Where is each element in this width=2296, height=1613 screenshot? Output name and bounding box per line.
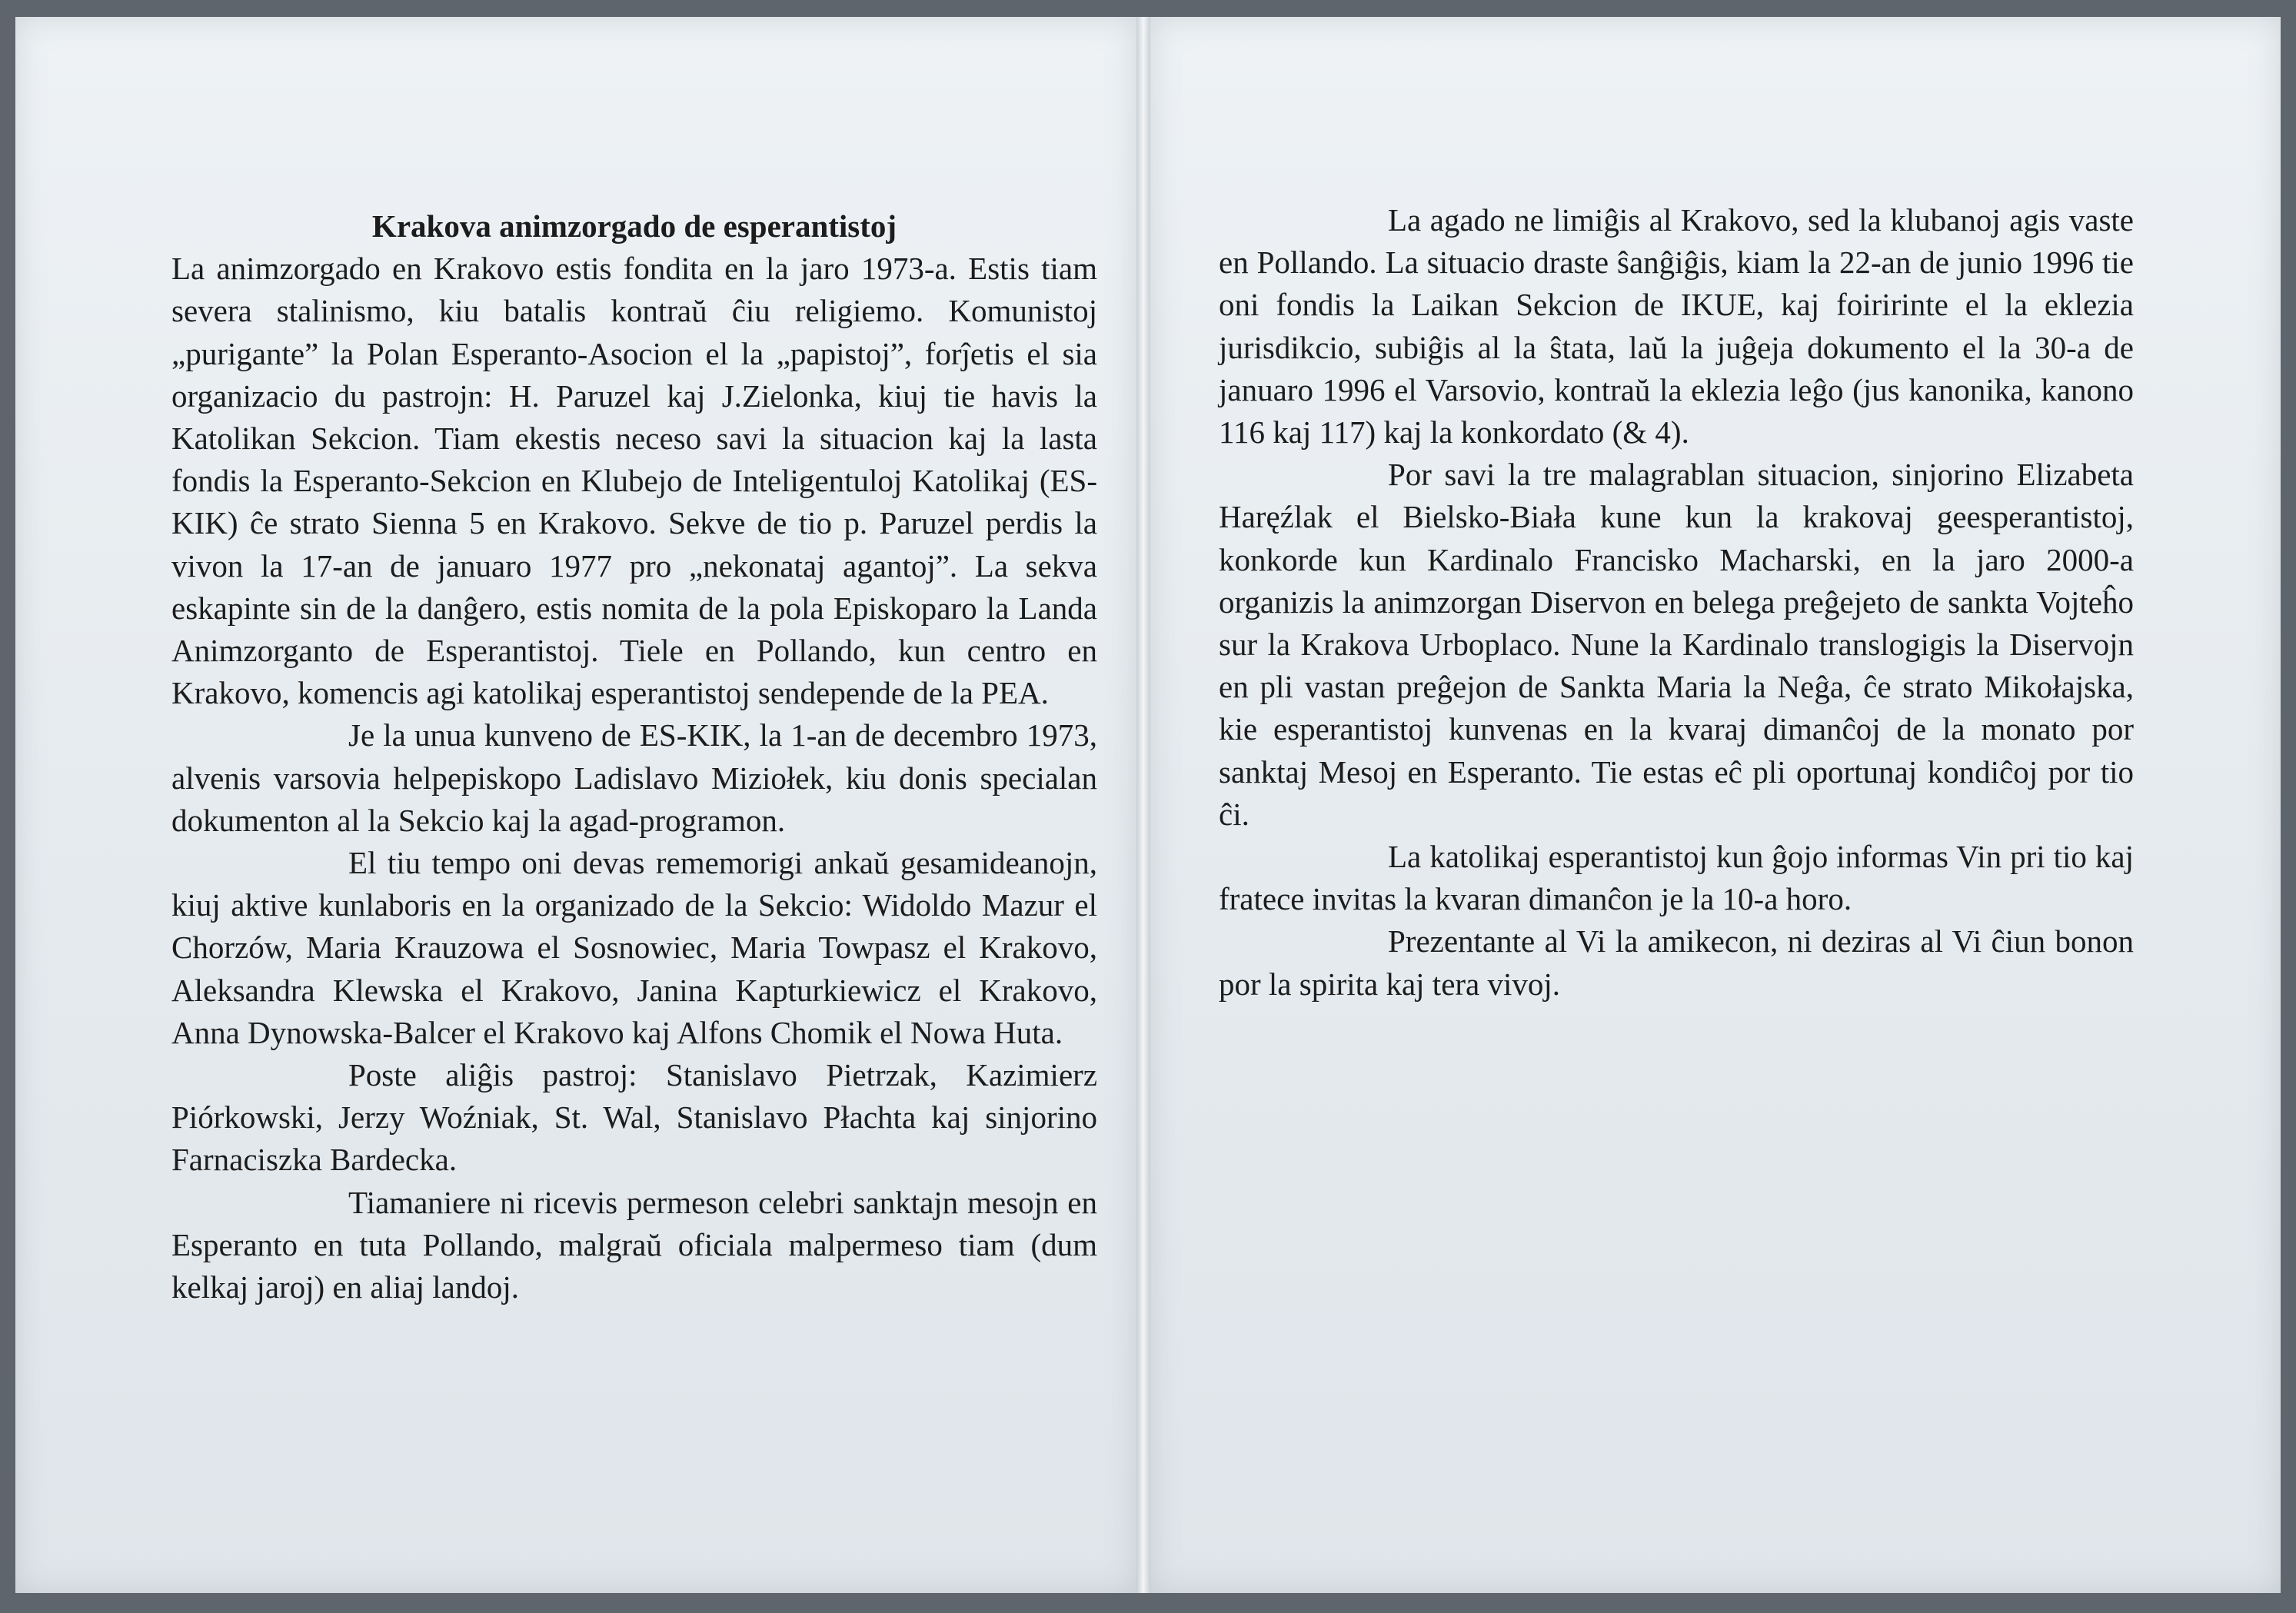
paragraph-5: Tiamaniere ni ricevis permeson celebri sanktajn mesojn en Esperanto en tuta Pollando, malgraŭ oficiala malpermeso tiam (dum kelkaj jaroj) en aliaj landoj.: [171, 1184, 1097, 1305]
paragraph-9: Prezentante al Vi la amikecon, ni deziras al Vi ĉiun bonon por la spirita kaj tera vivoj.: [1219, 923, 2134, 1002]
right-text-column: [1219, 199, 2134, 1006]
paragraph-1: La animzorgado en Krakovo estis fondita en la jaro 1973-a. Estis tiam severa stalinismo, kiu batalis kontraŭ ĉiu religiemo. Komunistoj „purigante” la Polan Esperanto-Asocion el la „papistoj”, forĵetis el sia organizacio du pastrojn: H. Paruzel kaj J.Zielonka, kiuj tie havis la Katolikan Sekcion. Tiam ekestis neceso savi la situacion kaj la lasta fondis la Esperanto-Sekcion en Klubejo de Inteligentuloj Katolikaj (ES-KIK) ĉe strato Sienna 5 en Krakovo. Sekve de tio p. Paruzel perdis la vivon la 17-an de januaro 1977 pro „nekonataj agantoj”. La sekva eskapinte sin de la danĝero, estis nomita de la pola Episkoparo la Landa Animzorganto de Esperantistoj. Tiele en Pollando, kun centro en Krakovo, komencis agi katolikaj esperantistoj sendepende de la PEA.: [171, 251, 1097, 711]
left-text-column: [171, 205, 1097, 1309]
article-title: Krakova animzorgado de esperantistoj: [371, 208, 897, 244]
paragraph-6: La agado ne limiĝis al Krakovo, sed la klubanoj agis vaste en Pollando. La situacio draste ŝanĝiĝis, kiam la 22-an de junio 1996 tie oni fondis la Laikan Sekcion de IKUE, kaj foiririnte el la eklezia jurisdikcio, subiĝis al la ŝtata, laŭ la juĝeja dokumento el la 30-a de januaro 1996 el Varsovio, kontraŭ la eklezia leĝo (jus kanonika, kanono 116 kaj 117) kaj la konkordato (& 4).: [1219, 202, 2134, 451]
paragraph-2: Je la unua kunveno de ES-KIK, la 1-an de decembro 1973, alvenis varsovia helpepiskopo Ladislavo Miziołek, kiu donis specialan dokumenton al la Sekcio kaj la agad-programon.: [171, 717, 1097, 838]
paragraph-3: El tiu tempo oni devas rememorigi ankaŭ gesamideanojn, kiuj aktive kunlaboris en la organizado de la Sekcio: Widoldo Mazur el Chorzów, Maria Krauzowa el Sosnowiec, Maria Towpasz el Krakovo, Aleksandra Klewska el Krakovo, Janina Kapturkiewicz el Krakovo, Anna Dynowska-Balcer el Krakovo kaj Alfons Chomik el Nowa Huta.: [171, 845, 1097, 1050]
paragraph-7: Por savi la tre malagrablan situacion, sinjorino Elizabeta Haręźlak el Bielsko-Biała kune kun la krakovaj geesperantistoj, konkorde kun Kardinalo Francisko Macharski, en la jaro 2000-a organizis la animzorgan Diservon en belega preĝejeto de sankta Vojteĥo sur la Krakova Urboplaco. Nune la Kardinalo translogigis la Diservojn en pli vastan preĝejon de Sankta Maria la Neĝa, ĉe strato Mikołajska, kie esperantistoj kunvenas en la kvaraj dimanĉoj de la monato por sanktaj Mesoj en Esperanto. Tie estas eĉ pli oportunaj kondiĉoj por tio ĉi.: [1219, 457, 2134, 832]
page-fold: [1136, 17, 1150, 1593]
paragraph-4: Poste aliĝis pastroj: Stanislavo Pietrzak, Kazimierz Piórkowski, Jerzy Woźniak, St. Wal, Stanislavo Płachta kaj sinjorino Farnaciszka Bardecka.: [171, 1057, 1097, 1178]
paragraph-8: La katolikaj esperantistoj kun ĝojo informas Vin pri tio kaj fratece invitas la kvaran dimanĉon je la 10-a horo.: [1219, 839, 2134, 917]
